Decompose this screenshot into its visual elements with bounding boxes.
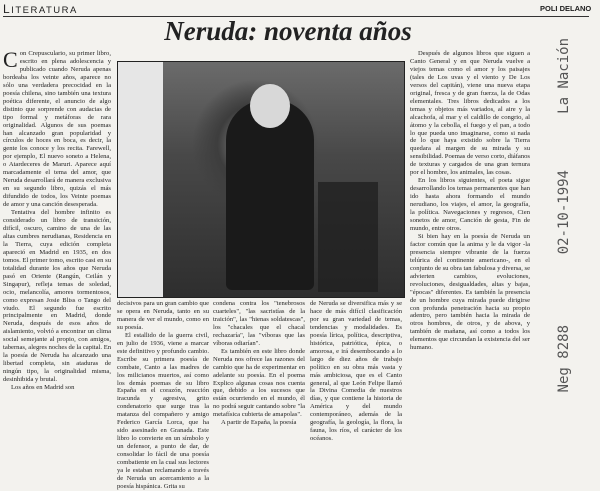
- column-5: [410, 50, 530, 352]
- paragraph: Después de algunos libros que siguen a Canto General y en que Neruda vuelve a viejos temas como el amor y los paisajes (tales de Los uvas y el viento y De Los versos del capitán), viene una nueva etapa original, fresca y de gran fuerza, la de Odas elementales. Tres libros dedicados a los temas y objetos más variados, al aire y la alcachofa, al mar y el caldillo de congrio, al átomo y la cebolla, el fuego y el pan, a todo lo que pueda uno imaginarse, como si nada de lo que haya existido sobre la Tierra quedara al margen de su mirada y su sensibilidad. Poemas de verso corto, diáfanos de texturas y cargados de una gran ternura por el hombre, los animales, las cosas.: [410, 50, 530, 177]
- paragraph: Tentativa del hombre infinito es considerado un libro de transición, difícil, oscuro, camino de una de las altas cumbres nerudianas, Residencia en la Tierra, cuya edición completa apareció en Madrid en 1935, en dos tomos. El primer tomo, escrito casi en su totalidad durante los años que Neruda pasó en Oriente (Rangún, Ceilán y Singapur), refleja temas de soledad, ocio, melancolía, amores tormentosos, como expresan Josie Bliss o Tango del viudo. El segundo fue escrito principalmente en Madrid, donde Neruda, después de esos años de aislamiento, volvió a encontrar un clima social semejante al propio, con amigos, tabernas, alegres noches de la capital. En la poesía de Neruda ha alcanzado una libertad completa, sin ataduras de ningún tipo, la originalidad misma, desinhibida y brutal.: [3, 209, 112, 384]
- photo-background-wall: [118, 62, 163, 297]
- byline: POLI DELANO: [540, 4, 592, 13]
- paragraph: Los años en Madrid son: [11, 384, 75, 392]
- paragraph: Con Crepusculario, su primer libro, escrito en plena adolescencia y publicado cuando Neruda apenas bordeaba los veinte años, aparece no sólo una verdadera precocidad en la poesía chilena, sino también una textura poética diferente, el anuncio de algo distinto que sorprende con audacias de tipo formal y metáforas de rara originalidad. Algunos de sus poemas han alcanzado gran popularidad y círculos de hoces en boca, es decir, la gente los conoce y los recita. Farewell, por ejemplo, El nuevo soneto a Helena, o Atardeceres de Maruri. Aparece aquí marcadamente el tema del amor, que Neruda desarrollará de manera exclusiva en su segundo libro, quizás el más difundido de todos, los Veinte poemas de amor y una canción desesperada.: [3, 47, 111, 209]
- photo-figure: [226, 100, 314, 290]
- column-3: [213, 300, 305, 427]
- paragraph: condena contra los "tenebrosos cuarteles", "las sacristías de la traición", las "hienas soldatescas", los "chacales que el chacal rechazaría", las "víboras que las víboras odiarían".: [213, 300, 305, 347]
- section-label: LITERATURA: [3, 2, 78, 16]
- paragraph: A partir de España, la poesía: [221, 419, 297, 427]
- photo-face: [250, 84, 290, 128]
- column-1: [3, 47, 112, 392]
- handwritten-code: Neg 8288: [556, 325, 572, 393]
- handwritten-date: 02-10-1994: [556, 170, 572, 255]
- column-4: [310, 300, 402, 443]
- handwritten-source: La Nación: [556, 38, 572, 114]
- paragraph: de Neruda se diversifica más y se hace de más difícil clasificación por su gran variedad de temas, tendencias y modalidades. Es poesía lírica, política, descriptiva, histórica, patriótica, épica, o amorosa, e irá desembocando a lo largo de diez años de trabajo político en su obra más vasta y más ambiciosa, que es el Canto general, al que León Felipe llamó la Divina Comedia de nuestros días, y que contiene la historia de América y del mundo contemporáneo, además de la geografía, la geología, la flora, la fauna, los ríos, el carácter de los océanos.: [310, 300, 402, 443]
- drop-cap: C: [3, 47, 18, 72]
- paragraph: En los libros siguientes, el poeta sigue desarrollando los temas permanentes que han ido hasta ahora formando el mundo nerudiano, los viajes, el amor, la geografía, la política. Navegaciones y regresos, Cien sonetos de amor, Canción de gesta, Fin de mundo, entre otros.: [410, 177, 530, 232]
- headline: Neruda: noventa años: [164, 16, 412, 46]
- column-2: [117, 300, 209, 491]
- neruda-photo: [117, 61, 405, 298]
- paragraph: El estallido de la guerra civil, en julio de 1936, viene a marcar este definitivo y profundo cambio. Escribe su primera poesía de combate, Canto a las madres de los milicianos muertos, así como los demás poemas de su libro España en el corazón, reacción iracunda y agresiva, grito condenatorio que surge tras la matanza del compañero y amigo Federico García Lorca, que ha sido asesinado en Granada. Este libro lo convierte en un símbolo y un defensor, a punto de dar, de consolidar lo fácil de una poesía combatiente en la cual sus lectores ya le estaban reclamando a través de Neruda un acercamiento a la poesía hispánica. Grita su: [117, 331, 209, 490]
- paragraph: Si bien hay en la poesía de Neruda un factor común que la anima y le da vigor -la presencia siempre vibrante de la fuerza telúrica del continente americano-, en el conjunto de su obra tan fabulosa y diversa, se advierten cambios, evoluciones, revoluciones, desigualdades, altas y bajas, "épocas" diferentes. Es también la presencia de un hombre cuya mirada puede dirigirse con profunda penetración hacia su propio adentro, pero también hacia la mirada de otros hombres, de otros, y de abova, y también de mañana, así como a todos los elementos que circundan la existencia del ser humano.: [410, 232, 530, 352]
- paragraph: Es también en este libro donde Neruda nos ofrece las razones del cambio que ha de experimentar en adelante su poesía. En el poema Explico algunas cosas nos cuenta que, debido a los sucesos que están ocurriendo en el mundo, él no podrá seguir cantando sobre "la metafísica cubierta de amapolas".: [213, 347, 305, 419]
- photo-chair: [318, 182, 378, 292]
- paragraph: decisivos para un gran cambio que se opera en Neruda, tanto en su manera de ver el mundo, como en su poesía.: [117, 300, 209, 331]
